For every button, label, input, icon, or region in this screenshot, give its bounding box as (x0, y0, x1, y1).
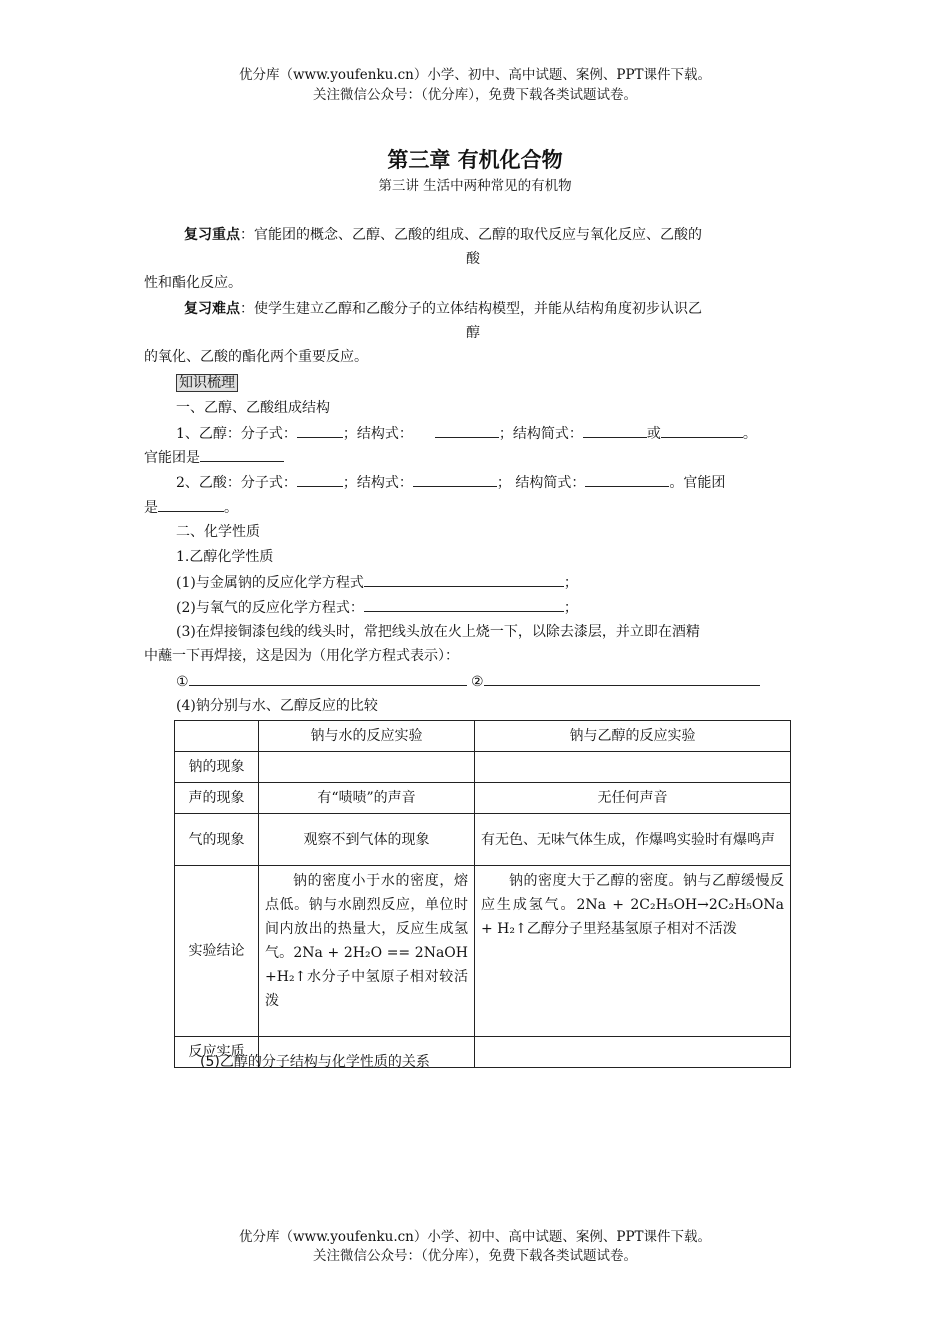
table-header-cell: 钠与乙醇的反应实验 (475, 721, 791, 752)
table-header-cell (175, 721, 259, 752)
acid-structural-label: ；结构式： (342, 475, 413, 491)
acid-formula-blank[interactable] (297, 472, 343, 487)
row-label: 实验结论 (175, 866, 259, 1037)
ethanol-fg-blank[interactable] (200, 447, 284, 462)
ethanol-simple-blank-2[interactable] (661, 423, 743, 438)
knowledge-section-label (176, 373, 238, 393)
table-row (175, 783, 791, 814)
ethanol-cell: 无任何声音 (475, 783, 791, 814)
row-label: 反应实质 (175, 1037, 259, 1068)
ethanol-structural-blank[interactable] (435, 423, 499, 438)
section-1-heading: 一、乙醇、乙酸组成结构 (176, 400, 330, 416)
ethanol-formula-blank[interactable] (297, 423, 343, 438)
acid-fg-label: 是 (144, 500, 158, 516)
knowledge-label-box: 知识梳理 (176, 374, 238, 392)
review-key-label: 复习重点 (184, 227, 240, 243)
q1-line (176, 572, 578, 593)
q3-line-2: 中蘸一下再焊接，这是因为（用化学方程式表示）： (144, 648, 459, 664)
water-cell: 钠的密度小于水的密度，熔点低。钠与水剧烈反应，单位时间内放出的热量大，反应生成氢气。2Na + 2H₂O == 2NaOH +H₂↑水分子中氢原子相对较活泼 (259, 866, 475, 1037)
q1-text: (1)与金属钠的反应化学方程式 (176, 575, 364, 591)
answer-marker-2: ② (471, 674, 484, 690)
section-2-heading: 二、化学性质 (176, 524, 260, 540)
water-cell (259, 752, 475, 783)
ethanol-simple-blank-1[interactable] (583, 423, 647, 438)
review-diff-cont: 的氧化、乙酸的酯化两个重要反应。 (144, 349, 368, 365)
water-cell: 观察不到气体的现象 (259, 814, 475, 866)
ethanol-or: 或 (646, 426, 661, 442)
acid-fg-prefix: 。官能团 (669, 475, 726, 491)
table-header-row (175, 721, 791, 752)
acid-structural-blank[interactable] (413, 472, 497, 487)
answer-blank-2[interactable] (484, 671, 760, 686)
header-line-1: 优分库（www.youfenku.cn）小学、初中、高中试题、案例、PPT课件下载。 (238, 67, 712, 83)
acid-formula-label: 2、乙酸：分子式： (176, 475, 297, 491)
table-row (175, 866, 791, 1037)
ethanol-cell (475, 752, 791, 783)
q2-line (176, 597, 578, 618)
ethanol-fg-label: 官能团是 (144, 450, 200, 466)
table-row (175, 814, 791, 866)
acid-fg-end: 。 (224, 500, 238, 516)
table-row (175, 752, 791, 783)
ethanol-cell: 有无色、无味气体生成，作爆鸣实验时有爆鸣声 (475, 814, 791, 866)
header-line-2: 关注微信公众号：（优分库），免费下载各类试题试卷。 (313, 87, 637, 103)
review-key-line (184, 225, 702, 245)
q3-line-1: (3)在焊接铜漆包线的线头时，常把线头放在火上烧一下，以除去漆层，并立即在酒精 (176, 624, 700, 640)
ethanol-end: 。 (742, 426, 757, 442)
acid-simple-blank[interactable] (585, 472, 669, 487)
review-key-wrap: 酸 (466, 251, 480, 267)
answer-blank-1[interactable] (189, 671, 467, 686)
page-title: 第三章 有机化合物 (387, 148, 563, 172)
ethanol-structure-line (176, 423, 757, 444)
water-cell: 有“啧啧”的声音 (259, 783, 475, 814)
table-header-cell: 钠与水的反应实验 (259, 721, 475, 752)
ethanol-cell (475, 1037, 791, 1068)
acid-fg-line (144, 497, 238, 518)
q1-end: ； (563, 575, 578, 591)
q3-answers (176, 671, 760, 692)
q2-blank[interactable] (364, 597, 564, 612)
review-key-text: ：官能团的概念、乙醇、乙酸的组成、乙醇的取代反应与氧化反应、乙酸的 (240, 227, 702, 243)
q4-heading: (4)钠分别与水、乙醇反应的比较 (176, 698, 378, 714)
acid-fg-blank[interactable] (158, 497, 224, 512)
row-label: 气的现象 (175, 814, 259, 866)
ethanol-fg-line (144, 447, 284, 468)
ethanol-structural-label: ；结构式： (342, 426, 413, 442)
review-key-cont: 性和酯化反应。 (144, 275, 242, 291)
q5-heading: (5)乙醇的分子结构与化学性质的关系 (200, 1054, 430, 1070)
ethanol-cell: 钠的密度大于乙醇的密度。钠与乙醇缓慢反应生成氢气。2Na + 2C₂H₅OH→2C₂H₅ONa + H₂↑乙醇分子里羟基氢原子相对不活泼 (475, 866, 791, 1037)
answer-marker-1: ① (176, 674, 189, 690)
acid-simple-label: ； 结构简式： (496, 475, 586, 491)
review-diff-label: 复习难点 (184, 301, 240, 317)
row-label: 钠的现象 (175, 752, 259, 783)
q2-text: (2)与氧气的反应化学方程式： (176, 600, 364, 616)
review-diff-line (184, 299, 702, 319)
q1-blank[interactable] (364, 572, 564, 587)
row-label: 声的现象 (175, 783, 259, 814)
ethanol-formula-label: 1、乙醇：分子式： (176, 426, 297, 442)
footer-line-2: 关注微信公众号：（优分库），免费下载各类试题试卷。 (313, 1248, 637, 1264)
review-diff-text: ：使学生建立乙醇和乙酸分子的立体结构模型，并能从结构角度初步认识乙 (240, 301, 702, 317)
acid-structure-line (176, 472, 725, 493)
footer-line-1: 优分库（www.youfenku.cn）小学、初中、高中试题、案例、PPT课件下载。 (238, 1229, 712, 1245)
q2-end: ； (563, 600, 578, 616)
page-subtitle: 第三讲 生活中两种常见的有机物 (378, 178, 572, 194)
ethanol-chem-props: 1.乙醇化学性质 (176, 549, 274, 565)
ethanol-simple-label: ；结构简式： (498, 426, 583, 442)
sodium-comparison-table (174, 720, 791, 1068)
review-diff-wrap: 醇 (466, 325, 480, 341)
